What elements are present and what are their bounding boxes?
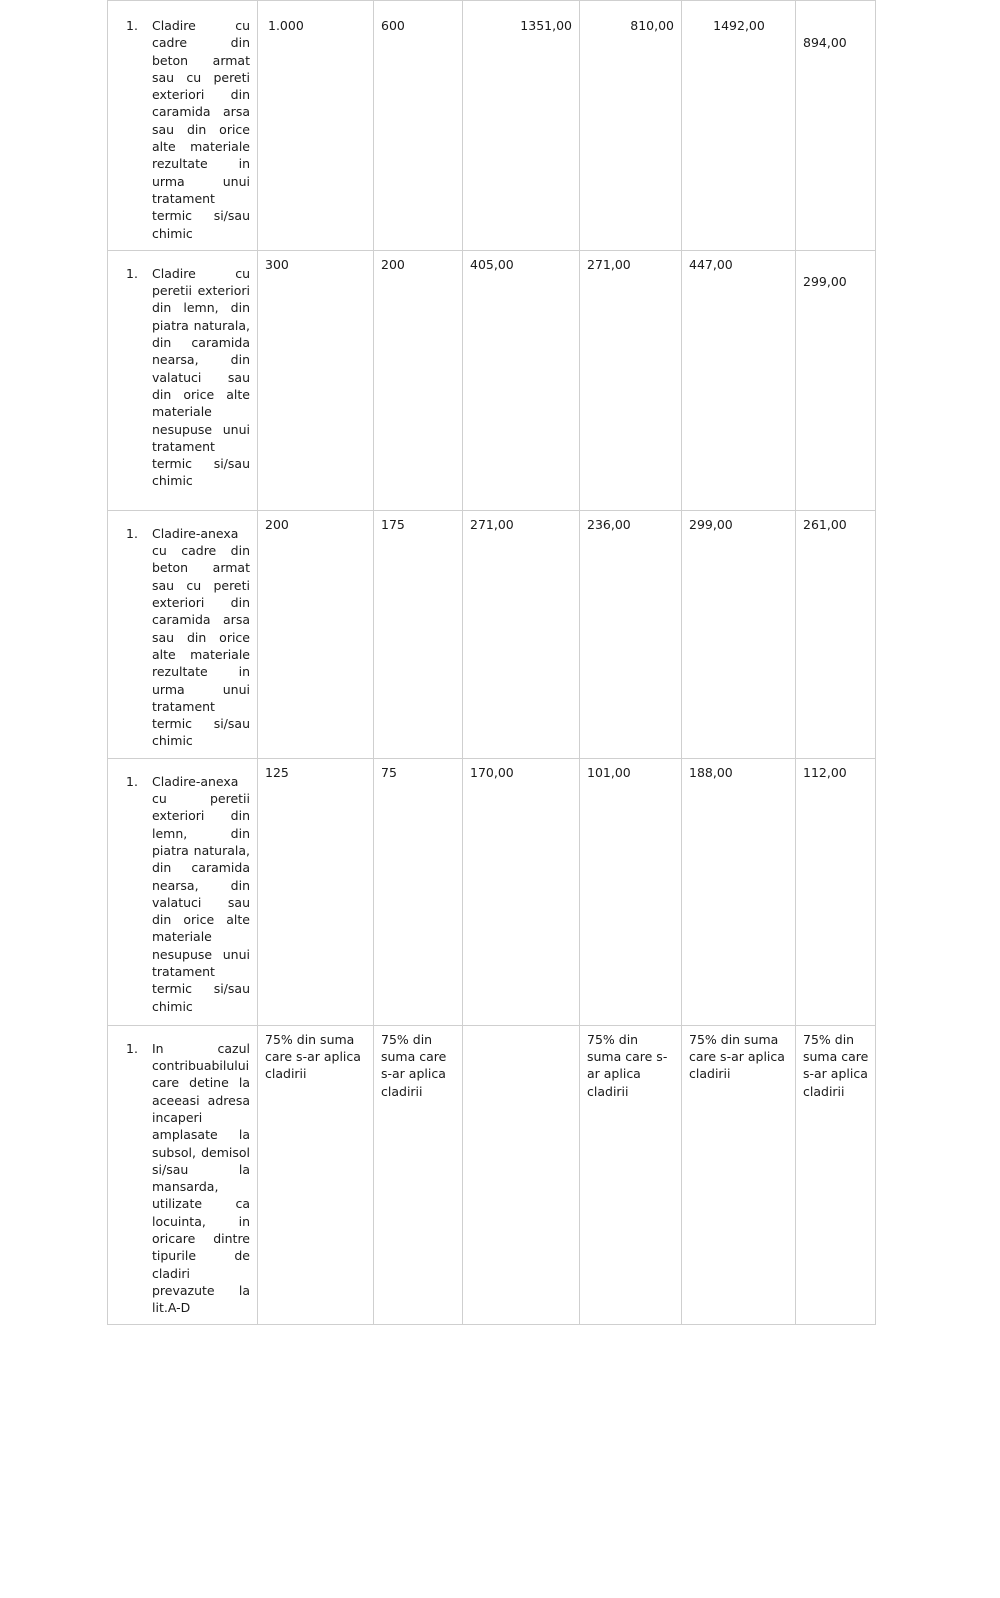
table-row <box>108 1025 876 1325</box>
row-description-cell <box>108 1025 258 1325</box>
value-cell: 170,00 <box>463 758 580 1025</box>
value-cell <box>796 250 876 510</box>
table-row <box>108 758 876 1025</box>
value-cell: 200 <box>374 250 463 510</box>
value-cell: 1492,00 <box>682 1 796 251</box>
value-cell: 299,00 <box>682 510 796 758</box>
tax-rates-table-container <box>107 0 875 1325</box>
value-cell: 75% din suma care s-ar aplica cladirii <box>682 1025 796 1325</box>
row-description-cell <box>108 758 258 1025</box>
value-cell: 1.000 <box>258 1 374 251</box>
value-text: 894,00 <box>803 35 847 50</box>
value-cell: 75% din suma care s-ar aplica cladirii <box>374 1025 463 1325</box>
table-row <box>108 1 876 251</box>
row-description-cell <box>108 250 258 510</box>
value-cell: 75% din suma care s-ar aplica cladirii <box>796 1025 876 1325</box>
row-number: 1. <box>126 18 138 33</box>
value-cell <box>796 1 876 251</box>
value-cell: 271,00 <box>580 250 682 510</box>
row-number: 1. <box>126 525 138 541</box>
row-number: 1. <box>126 773 138 789</box>
value-text: 299,00 <box>803 273 847 289</box>
value-cell: 810,00 <box>580 1 682 251</box>
value-cell: 200 <box>258 510 374 758</box>
table-row <box>108 250 876 510</box>
row-description: Cladire cu peretii exteriori din lemn, din piatra naturala, din caramida nearsa, din valatuci sau din orice alte materiale nesupuse unui tratament termic si/sau chimic <box>152 265 250 489</box>
row-description: In cazul contribuabilului care detine la aceeasi adresa incaperi amplasate la subsol, demisol si/sau la mansarda, utilizate ca locuinta, in oricare dintre tipurile de cladiri prevazute la lit.A-D <box>152 1040 250 1316</box>
value-cell: 175 <box>374 510 463 758</box>
row-number: 1. <box>126 265 138 281</box>
value-cell: 112,00 <box>796 758 876 1025</box>
value-cell: 447,00 <box>682 250 796 510</box>
row-description-cell <box>108 1 258 251</box>
row-description: Cladire cu cadre din beton armat sau cu pereti exteriori din caramida arsa sau din orice alte materiale rezultate in urma unui tratament termic si/sau chimic <box>152 18 250 241</box>
value-cell: 261,00 <box>796 510 876 758</box>
row-description: Cladire-anexa cu cadre din beton armat sau cu pereti exteriori din caramida arsa sau din orice alte materiale rezultate in urma unui tratament termic si/sau chimic <box>152 525 250 749</box>
value-cell: 75 <box>374 758 463 1025</box>
value-cell: 101,00 <box>580 758 682 1025</box>
value-cell <box>463 1025 580 1325</box>
value-cell: 405,00 <box>463 250 580 510</box>
value-cell: 1351,00 <box>463 1 580 251</box>
row-number: 1. <box>126 1040 138 1056</box>
row-description: Cladire-anexa cu peretii exteriori din lemn, din piatra naturala, din caramida nearsa, din valatuci sau din orice alte materiale nesupuse unui tratament termic si/sau chimic <box>152 773 250 1014</box>
value-cell: 188,00 <box>682 758 796 1025</box>
value-cell: 125 <box>258 758 374 1025</box>
value-cell: 300 <box>258 250 374 510</box>
value-cell: 75% din suma care s-ar aplica cladirii <box>580 1025 682 1325</box>
row-description-cell <box>108 510 258 758</box>
table-row <box>108 510 876 758</box>
value-cell: 600 <box>374 1 463 251</box>
value-cell: 75% din suma care s-ar aplica cladirii <box>258 1025 374 1325</box>
value-cell: 236,00 <box>580 510 682 758</box>
tax-rates-table <box>107 0 876 1325</box>
value-cell: 271,00 <box>463 510 580 758</box>
